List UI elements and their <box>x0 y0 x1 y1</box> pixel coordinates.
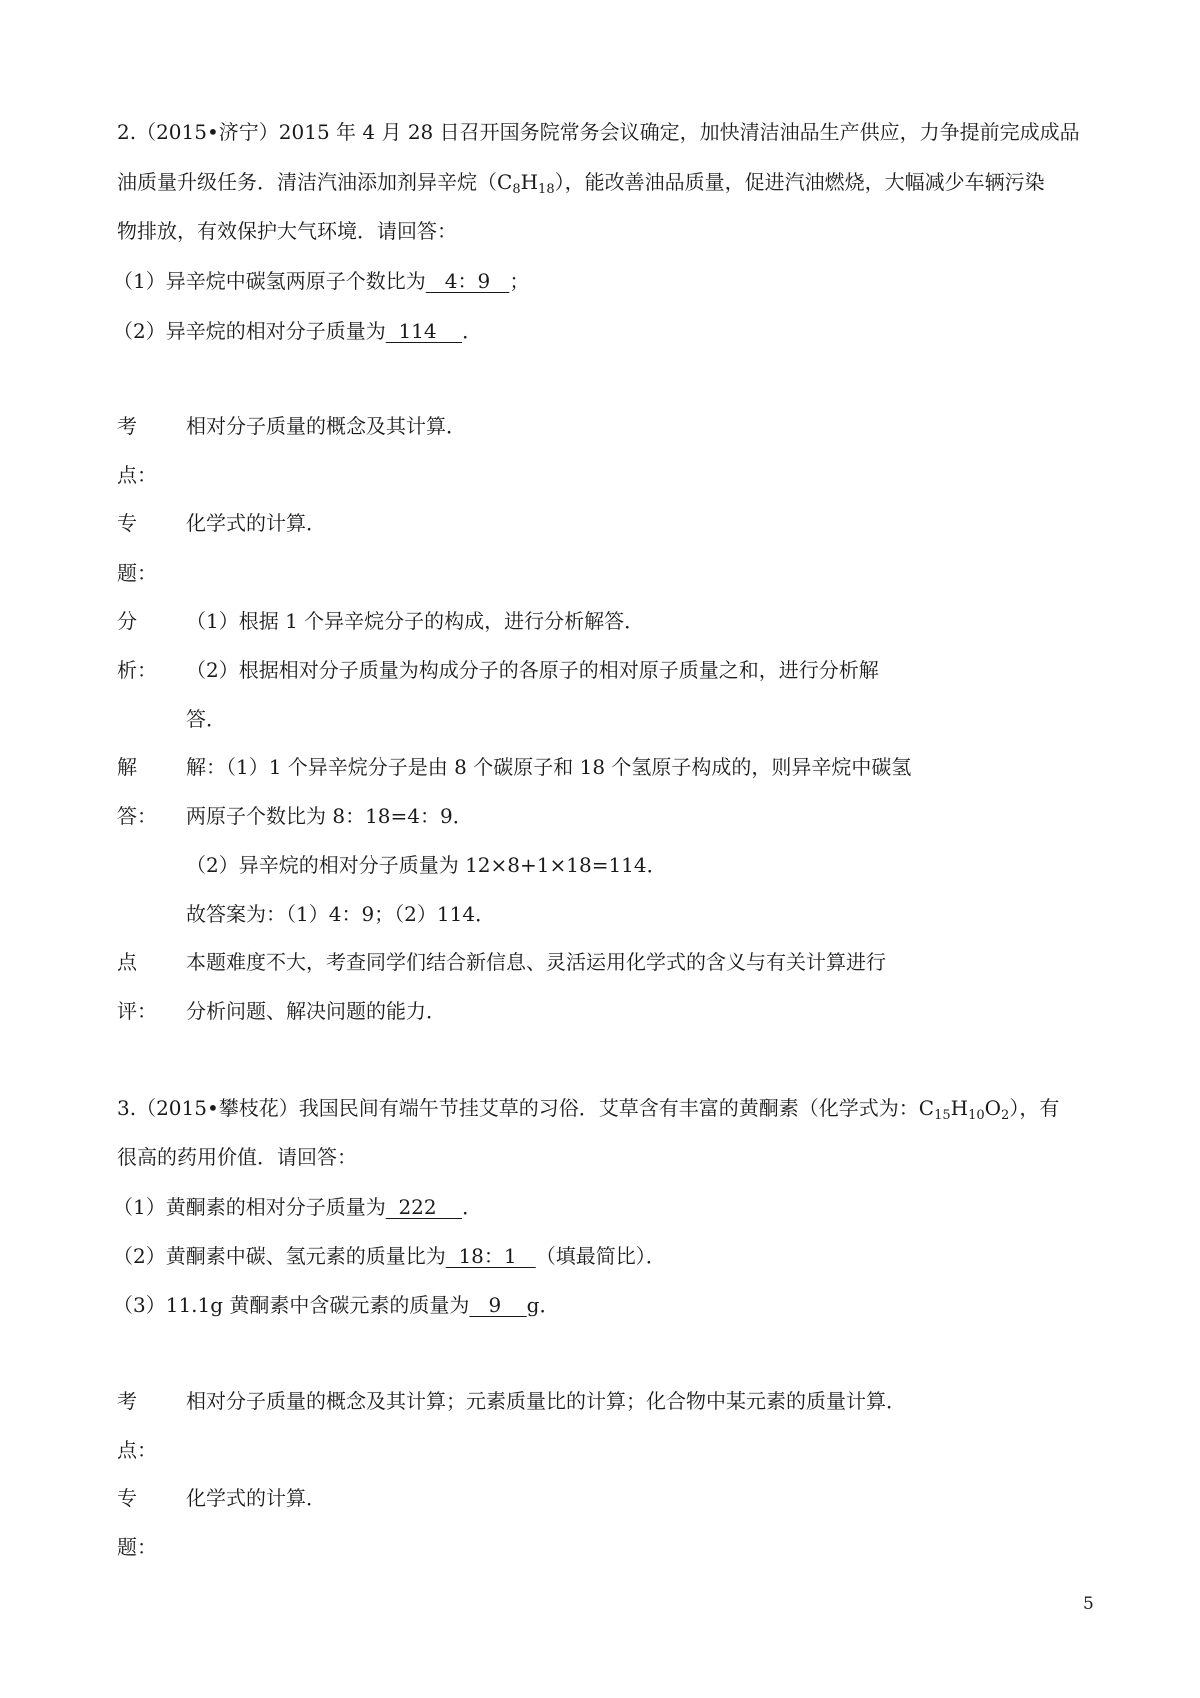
q3-sub-3: （3）11.1g 黄酮素中含碳元素的质量为 9 g． <box>113 1293 560 1317</box>
q3-zhuanti-label-a: 专 <box>117 1486 137 1510</box>
q2-dianping-label-a: 点 <box>117 950 137 974</box>
q3-formula: $C_{15}H_{10}O_2$ <box>918 1096 1010 1123</box>
q3-kaodian-label-b: 点： <box>117 1438 157 1462</box>
q3-sub-2-answer: 18：1 <box>445 1244 536 1268</box>
q2-kaodian-label-a: 考 <box>117 414 137 438</box>
q3-zhuanti-text: 化学式的计算． <box>186 1486 326 1510</box>
q2-dianping-1: 本题难度不大，考查同学们结合新信息、灵活运用化学式的含义与有关计算进行 <box>186 950 886 974</box>
q2-jieda-4: 故答案为：（1）4：9；（2）114． <box>186 902 496 926</box>
q2-fenxi-3: 答． <box>186 707 226 731</box>
q2-jieda-label-a: 解 <box>117 755 137 779</box>
q3-sub-1: （1）黄酮素的相对分子质量为 222 ． <box>113 1195 483 1219</box>
q3-sub-1-answer: 222 <box>385 1195 463 1219</box>
q2-sub-2: （2）异辛烷的相对分子质量为 114 ． <box>113 319 483 343</box>
q2-kaodian-label-b: 点： <box>117 463 157 487</box>
q3-sub-2: （2）黄酮素中碳、氢元素的质量比为 18：1 （填最简比）． <box>113 1244 666 1268</box>
q2-jieda-2: 两原子个数比为 8：18=4：9． <box>186 804 473 828</box>
q2-kaodian-text: 相对分子质量的概念及其计算． <box>186 414 466 438</box>
q3-stem-line-1: 3.（2015•攀枝花）我国民间有端午节挂艾草的习俗．艾草含有丰富的黄酮素（化学式为：$C_{15}H_{10}O_2$），有 <box>117 1096 1060 1123</box>
q2-jieda-label-b: 答： <box>117 804 157 828</box>
q2-zhuanti-text: 化学式的计算． <box>186 511 326 535</box>
q2-jieda-1: 解：（1）1 个异辛烷分子是由 8 个碳原子和 18 个氢原子构成的，则异辛烷中碳氢 <box>186 755 912 779</box>
q3-stem-line-2: 很高的药用价值．请回答： <box>117 1145 357 1169</box>
q2-formula: $C_8H_{18}$ <box>497 170 555 197</box>
q3-kaodian-label-a: 考 <box>117 1389 137 1413</box>
q2-zhuanti-label-b: 题： <box>117 561 157 585</box>
q3-kaodian-text: 相对分子质量的概念及其计算；元素质量比的计算；化合物中某元素的质量计算． <box>186 1389 906 1413</box>
q2-dianping-label-b: 评： <box>117 999 157 1023</box>
q2-fenxi-label-b: 析： <box>117 658 157 682</box>
q2-stem-line-2 <box>117 168 1045 196</box>
q2-sub-1-answer: 4：9 <box>425 269 510 293</box>
q2-jieda-3: （2）异辛烷的相对分子质量为 12×8+1×18=114． <box>186 853 667 877</box>
q2-sub-2-answer: 114 <box>385 319 463 343</box>
q2-sub-1: （1）异辛烷中碳氢两原子个数比为 4：9 ； <box>113 269 530 293</box>
q2-stem-line-1: 2.（2015•济宁）2015 年 4 月 28 日召开国务院常务会议确定，加快清洁油品生产供应，力争提前完成成品 <box>117 120 1080 144</box>
q2-stem-line-2-pre: 油质量升级任务．清洁汽油添加剂异辛烷（ <box>117 170 497 194</box>
q2-fenxi-label-a: 分 <box>117 609 137 633</box>
q3-sub-3-answer: 9 <box>469 1293 527 1317</box>
q3-zhuanti-label-b: 题： <box>117 1535 157 1559</box>
q2-fenxi-2: （2）根据相对分子质量为构成分子的各原子的相对原子质量之和，进行分析解 <box>186 658 879 682</box>
q2-stem-line-2-post: ），能改善油品质量，促进汽油燃烧，大幅减少车辆污染 <box>554 170 1045 194</box>
q2-dianping-2: 分析问题、解决问题的能力． <box>186 999 446 1023</box>
q2-stem-line-3: 物排放，有效保护大气环境．请回答： <box>117 219 457 243</box>
page-number: 5 <box>1083 1594 1094 1614</box>
q2-fenxi-1: （1）根据 1 个异辛烷分子的构成，进行分析解答． <box>186 609 645 633</box>
q2-zhuanti-label-a: 专 <box>117 511 137 535</box>
